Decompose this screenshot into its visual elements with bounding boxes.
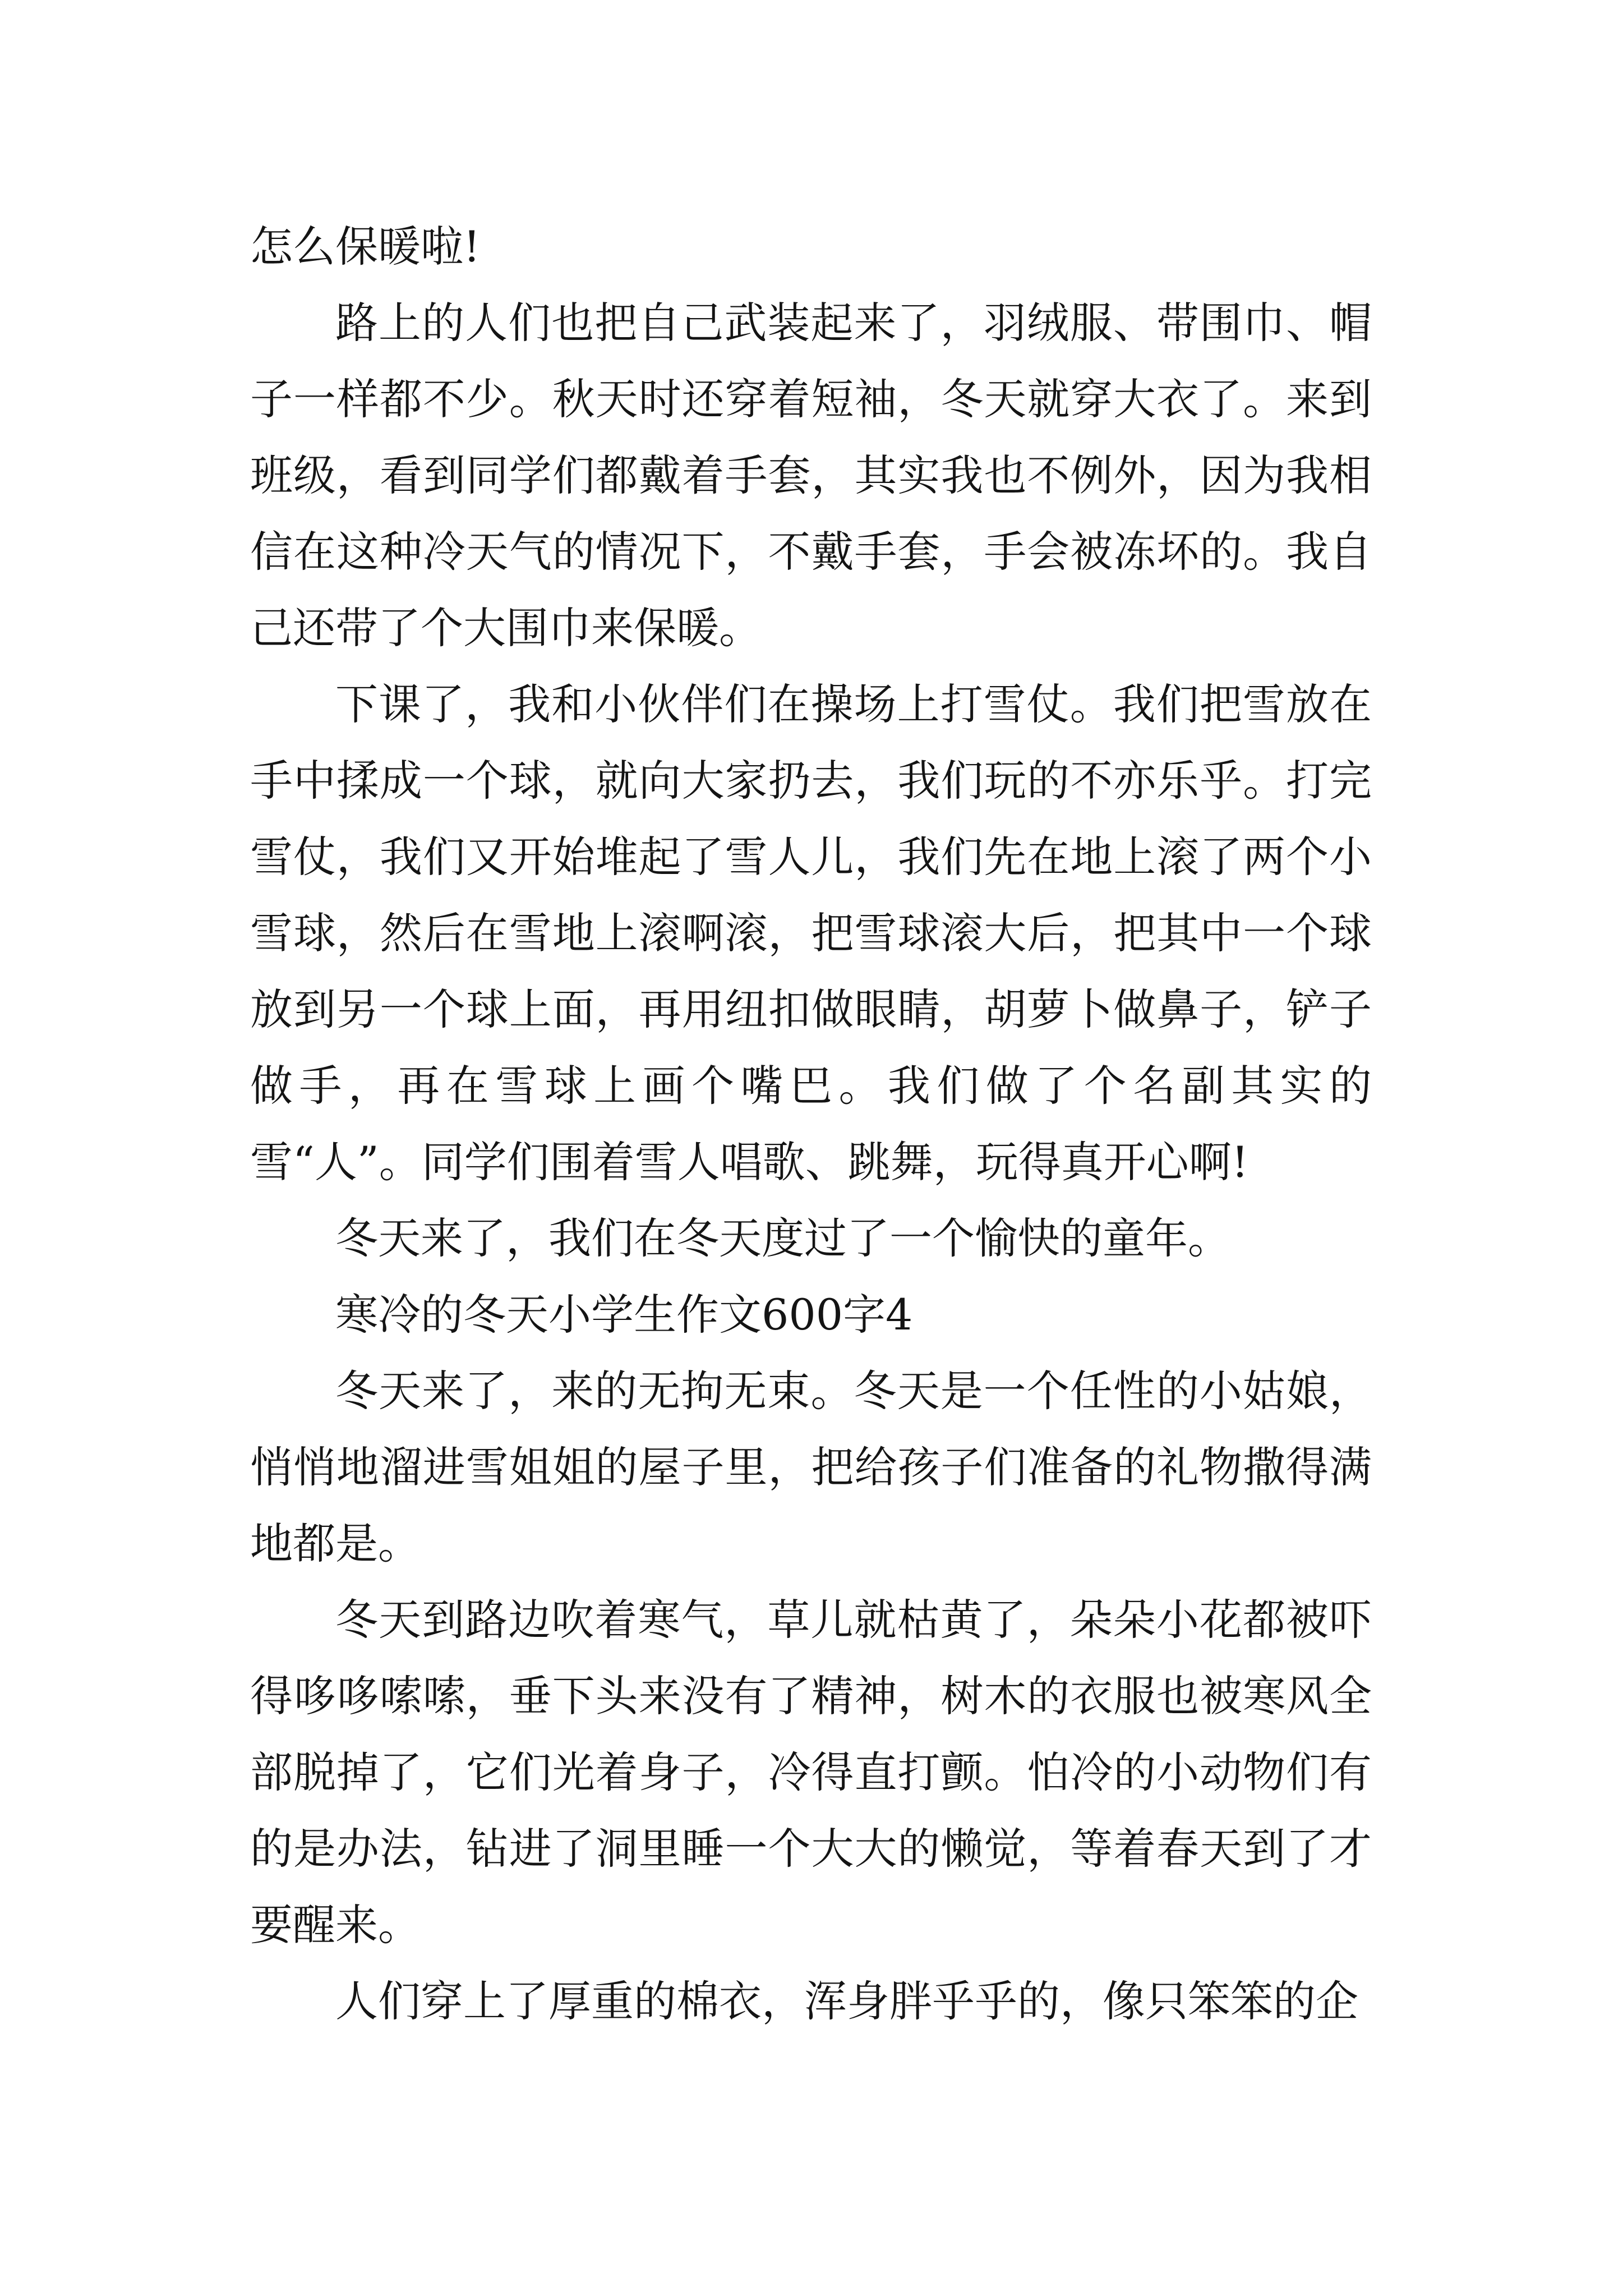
paragraph: 下课了，我和小伙伴们在操场上打雪仗。我们把雪放在手中揉成一个球，就向大家扔去，我们玩的不亦乐乎。打完雪仗，我们又开始堆起了雪人儿，我们先在地上滚了两个小雪球，然后在雪地上滚啊滚，把雪球滚大后，把其中一个球放到另一个球上面，再用纽扣做眼睛，胡萝卜做鼻子，铲子做手，再在雪球上画个嘴巴。我们做了个名副其实的雪“人”。同学们围着雪人唱歌、跳舞，玩得真开心啊! [250, 679, 1372, 1187]
paragraph: 冬天来了，我们在冬天度过了一个愉快的童年。 [335, 1213, 1230, 1263]
paragraph: 冬天到路边吹着寒气，草儿就枯黄了，朵朵小花都被吓得哆哆嗦嗦，垂下头来没有了精神，树木的衣服也被寒风全部脱掉了，它们光着身子，冷得直打颤。怕冷的小动物们有的是办法，钻进了洞里睡一个大大的懒觉，等着春天到了才要醒来。 [250, 1595, 1372, 1950]
paragraph: 人们穿上了厚重的棉衣，浑身胖乎乎的，像只笨笨的企 [335, 1976, 1358, 2026]
essay-body [250, 209, 1372, 2040]
paragraph: 冬天来了，来的无拘无束。冬天是一个任性的小姑娘，悄悄地溜进雪姐姐的屋子里，把给孩子们准备的礼物撒得满地都是。 [250, 1366, 1372, 1568]
essay-title: 寒冷的冬天小学生作文600字4 [335, 1290, 913, 1340]
paragraph: 路上的人们也把自己武装起来了，羽绒服、带围巾、帽子一样都不少。秋天时还穿着短袖，冬天就穿大衣了。来到班级，看到同学们都戴着手套，其实我也不例外，因为我相信在这种冷天气的情况下，不戴手套，手会被冻坏的。我自己还带了个大围巾来保暖。 [250, 298, 1372, 653]
paragraph-continuation: 怎么保暖啦! [250, 222, 481, 272]
